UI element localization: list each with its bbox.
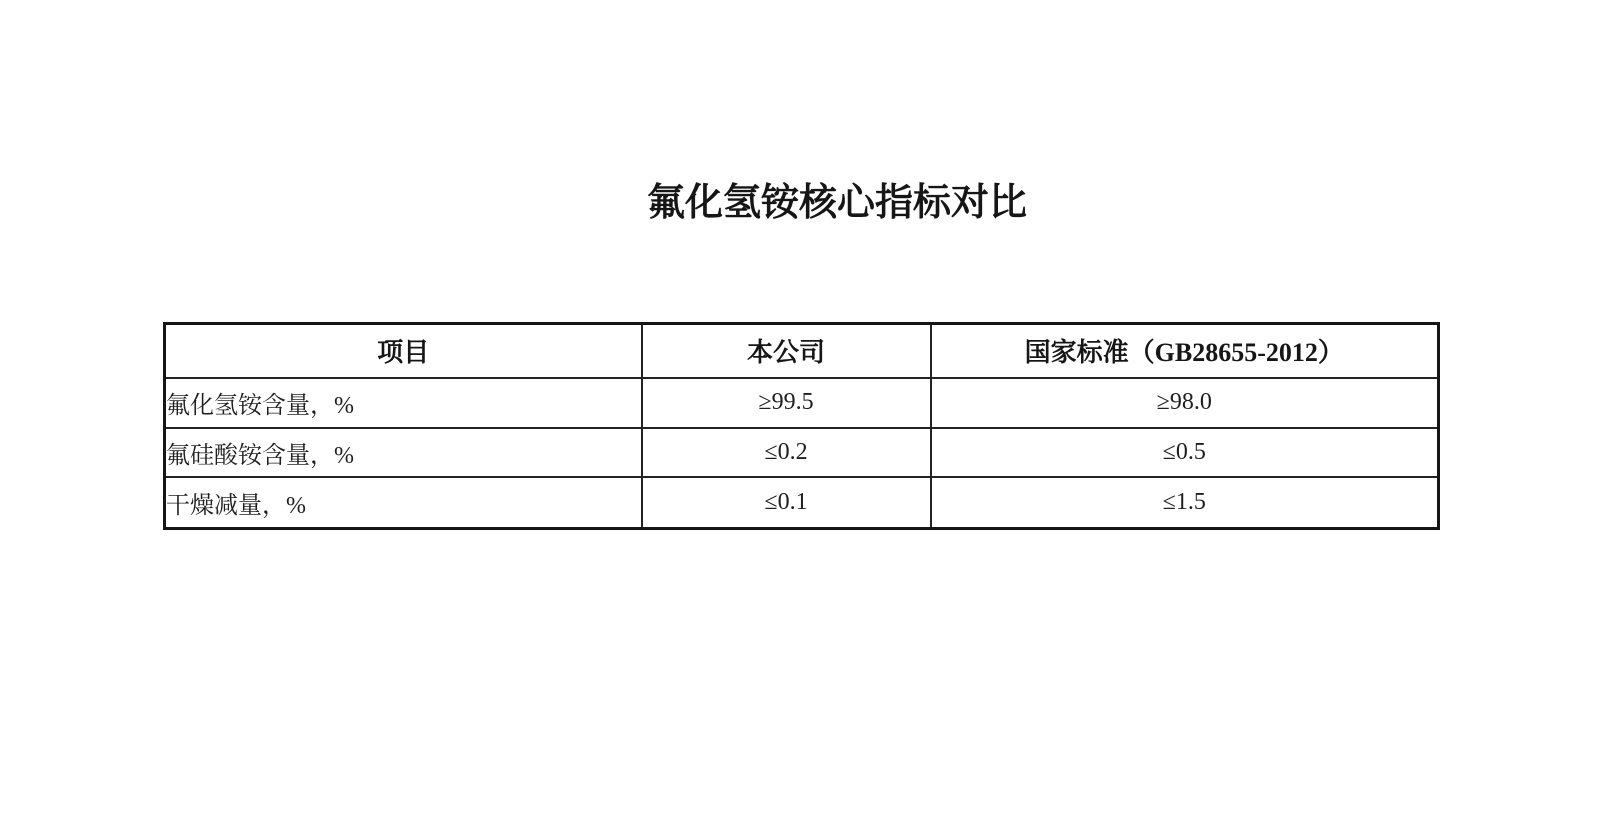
column-header-company: 本公司 (642, 324, 931, 378)
table-header-row (165, 324, 1439, 378)
spec-comparison-table (163, 322, 1440, 530)
table-row (165, 428, 1439, 477)
column-header-national-standard: 国家标准（GB28655-2012） (931, 324, 1439, 378)
row-item-label: 干燥减量，% (165, 477, 642, 529)
row-item-label: 氟化氢铵含量，% (165, 378, 642, 428)
row-company-value: ≤0.2 (642, 428, 931, 477)
row-company-value: ≤0.1 (642, 477, 931, 529)
row-national-value: ≤1.5 (931, 477, 1439, 529)
column-header-item: 项目 (165, 324, 642, 378)
table-row (165, 477, 1439, 529)
table-row (165, 378, 1439, 428)
document-title-text: 氟化氢铵核心指标对比 (646, 182, 1027, 224)
row-item-label: 氟硅酸铵含量，% (165, 428, 642, 477)
document-title (0, 181, 1600, 225)
row-national-value: ≥98.0 (931, 378, 1439, 428)
row-company-value: ≥99.5 (642, 378, 931, 428)
row-national-value: ≤0.5 (931, 428, 1439, 477)
